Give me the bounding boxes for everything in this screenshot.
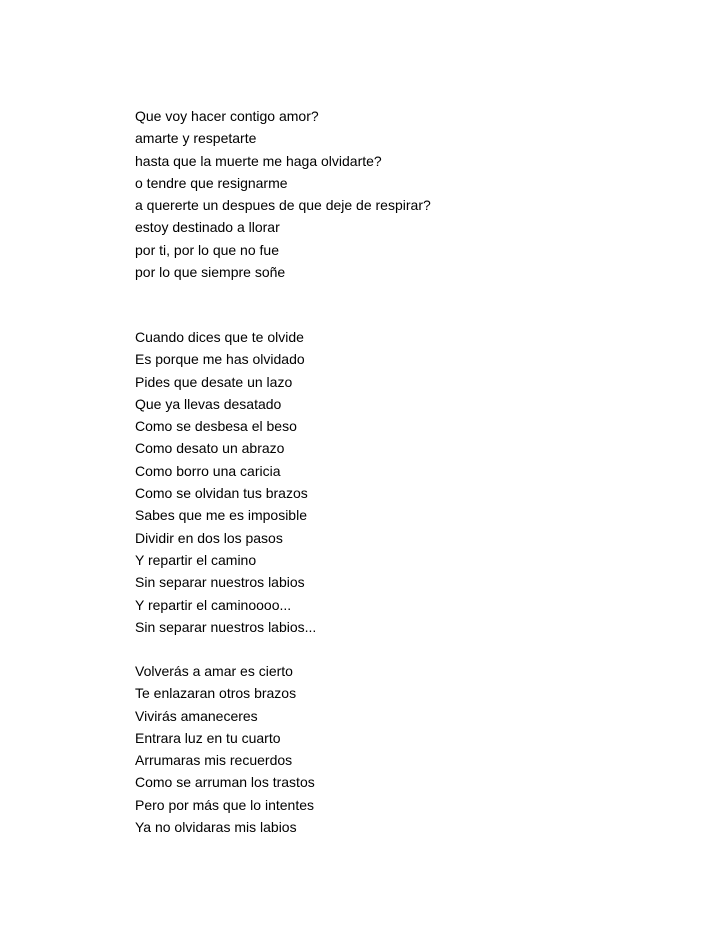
poem-line: Dividir en dos los pasos bbox=[135, 529, 283, 546]
poem-line: Y repartir el camino bbox=[135, 551, 257, 568]
poem-line: Como borro una caricia bbox=[135, 462, 281, 479]
poem-line: Pides que desate un lazo bbox=[135, 373, 293, 390]
poem-line: Sin separar nuestros labios... bbox=[135, 618, 317, 635]
poem-line: Volverás a amar es cierto bbox=[135, 663, 293, 679]
poem-line: Sin separar nuestros labios bbox=[135, 574, 305, 591]
poem-line: Que ya llevas desatado bbox=[135, 395, 282, 412]
stanza-3 bbox=[135, 660, 315, 838]
poem-line: por ti, por lo que no fue bbox=[135, 241, 279, 258]
poem-line: Cuando dices que te olvide bbox=[135, 329, 304, 345]
poem-line: o tendre que resignarme bbox=[135, 174, 288, 191]
poem-line: amarte y respetarte bbox=[135, 130, 257, 147]
poem-line: Ya no olvidaras mis labios bbox=[135, 819, 297, 836]
poem-line: Te enlazaran otros brazos bbox=[135, 685, 297, 702]
poem-line: Que voy hacer contigo amor? bbox=[135, 108, 319, 124]
poem-line: Vivirás amaneceres bbox=[135, 707, 258, 724]
stanza-1 bbox=[135, 105, 431, 283]
poem-line: Como se arruman los trastos bbox=[135, 774, 315, 791]
stanza-2 bbox=[135, 326, 316, 638]
poem-line: Y repartir el caminoooo... bbox=[135, 596, 292, 613]
poem-line: Como se desbesa el beso bbox=[135, 418, 297, 435]
poem-line: hasta que la muerte me haga olvidarte? bbox=[135, 152, 382, 169]
poem-line: Como desato un abrazo bbox=[135, 440, 285, 457]
poem-line: Como se olvidan tus brazos bbox=[135, 485, 308, 502]
poem-line: estoy destinado a llorar bbox=[135, 219, 280, 236]
poem-line: Es porque me has olvidado bbox=[135, 351, 305, 368]
poem-line: Entrara luz en tu cuarto bbox=[135, 729, 281, 746]
poem-line: Arrumaras mis recuerdos bbox=[135, 752, 293, 769]
poem-line: Pero por más que lo intentes bbox=[135, 796, 314, 813]
poem-line: Sabes que me es imposible bbox=[135, 507, 307, 524]
poem-line: por lo que siempre soñe bbox=[135, 264, 286, 281]
poem-line: a quererte un despues de que deje de respirar? bbox=[135, 197, 431, 214]
